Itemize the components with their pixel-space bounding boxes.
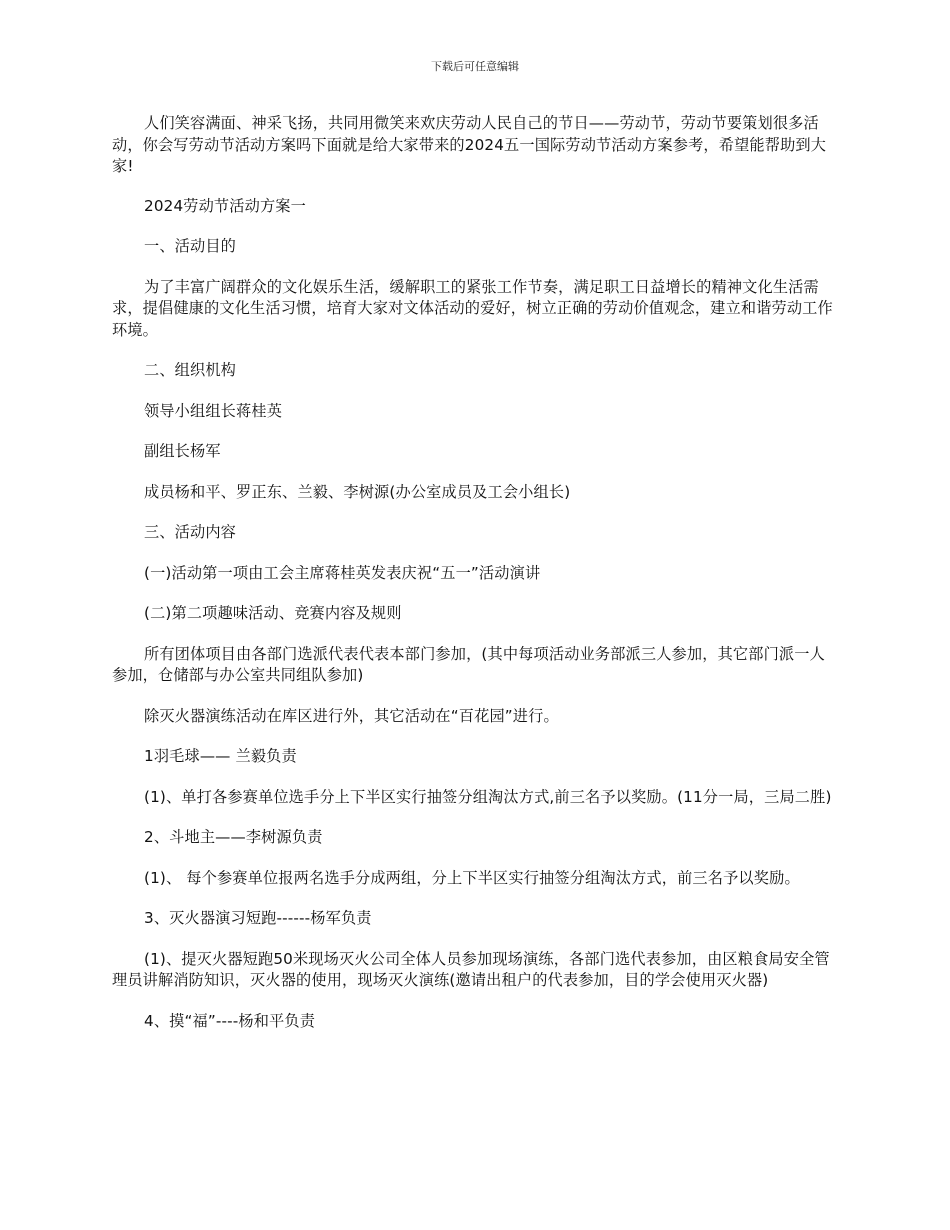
doudizhu-heading: 2、斗地主——李树源负责 [144, 828, 323, 846]
document-body [112, 113, 838, 1032]
venue-paragraph: 除灭火器演练活动在库区进行外，其它活动在“百花园”进行。 [144, 706, 559, 725]
touch-fu-heading: 4、摸“福”----杨和平负责 [144, 1011, 316, 1030]
purpose-paragraph: 为了丰富广阔群众的文化娱乐生活，缓解职工的紧张工作节奏，满足职工日益增长的精神文化生活需求，提倡健康的文化生活习惯，培育大家对文体活动的爱好，树立正确的劳动价值观念，建立和谐劳动工作环境。 [112, 277, 833, 339]
plan-title: 2024劳动节活动方案一 [144, 196, 306, 215]
extinguisher-heading: 3、灭火器演习短跑------杨军负责 [144, 909, 372, 927]
deputy-leader-line: 副组长杨军 [144, 442, 221, 460]
activity-item-1: (一)活动第一项由工会主席蒋桂英发表庆祝“五一”活动演讲 [144, 563, 541, 582]
badminton-rules: (1)、单打各参赛单位选手分上下半区实行抽签分组淘汰方式,前三名予以奖励。(11分一局，三局二胜) [144, 787, 832, 806]
doudizhu-rules: (1)、 每个参赛单位报两名选手分成两组，分上下半区实行抽签分组淘汰方式，前三名予以奖励。 [144, 868, 800, 887]
leader-line: 领导小组组长蒋桂英 [144, 401, 283, 420]
activity-item-2: (二)第二项趣味活动、竞赛内容及规则 [144, 604, 402, 622]
section-heading-organization: 二、组织机构 [144, 361, 237, 379]
badminton-heading: 1羽毛球—— 兰毅负责 [144, 747, 297, 765]
section-heading-purpose: 一、活动目的 [144, 237, 237, 255]
page-header: 下载后可任意编辑 [431, 60, 519, 73]
team-rules-paragraph: 所有团体项目由各部门选派代表代表本部门参加，(其中每项活动业务部派三人参加，其它部门派一人参加，仓储部与办公室共同组队参加) [112, 644, 825, 684]
section-heading-content: 三、活动内容 [144, 523, 237, 541]
extinguisher-rules: (1)、提灭火器短跑50米现场灭火公司全体人员参加现场演练，各部门选代表参加，由区粮食局安全管理员讲解消防知识，灭火器的使用，现场灭火演练(邀请出租户的代表参加，目的学会使用灭火器) [112, 949, 830, 989]
members-line: 成员杨和平、罗正东、兰毅、李树源(办公室成员及工会小组长) [144, 482, 571, 501]
intro-paragraph: 人们笑容满面、神采飞扬，共同用微笑来欢庆劳动人民自己的节日——劳动节，劳动节要策划很多活动，你会写劳动节活动方案吗下面就是给大家带来的2024五一国际劳动节活动方案参考，希望能帮助到大家! [112, 114, 827, 175]
